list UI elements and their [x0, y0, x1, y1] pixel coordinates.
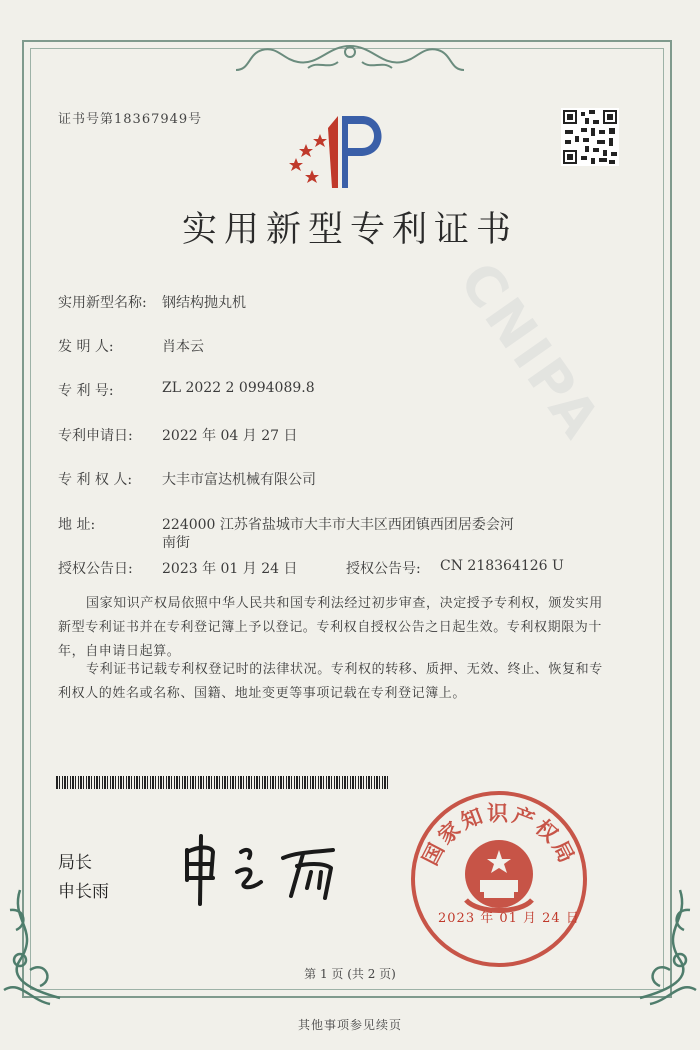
- watermark-text: CNIPA: [447, 250, 615, 453]
- footer-note: 其他事项参见续页: [297, 1018, 402, 1032]
- grant-number-label: 授权公告号:: [346, 561, 421, 577]
- bottom-right-ornament-icon: [610, 880, 700, 1010]
- address-value-line2: 南街: [162, 535, 190, 551]
- name-value: 钢结构抛丸机: [162, 295, 246, 311]
- director-title: 局长: [58, 853, 92, 873]
- address-label: 地 址:: [58, 517, 96, 533]
- inventor-value: 肖本云: [162, 339, 204, 355]
- cnipa-logo-icon: [282, 108, 402, 194]
- patent-number-value: ZL 2022 2 0994089.8: [162, 380, 315, 396]
- certificate-title: 实用新型专利证书: [181, 210, 518, 250]
- director-name: 申长雨: [58, 882, 109, 902]
- handwritten-signature-icon: [175, 828, 350, 908]
- filing-date-label: 专利申请日:: [58, 428, 133, 444]
- address-value-line1: 224000 江苏省盐城市大丰市大丰区西团镇西团居委会河: [162, 517, 514, 533]
- body-paragraph-1: 国家知识产权局依照中华人民共和国专利法经过初步审查，决定授予专利权，颁发实用 新型专利证书并在专利登记簿上予以登记。专利权自授权公告之日起生效。专利权期限为十 年，自申请日起算。: [58, 596, 603, 659]
- filing-date-value: 2022 年 04 月 27 日: [162, 428, 298, 444]
- qr-code-icon: [561, 108, 619, 166]
- seal-date: 2023 年 01 月 24 日: [438, 911, 580, 926]
- patentee-label: 专 利 权 人:: [58, 472, 133, 488]
- svg-text:国家知识产权局: 国家知识产权局: [417, 801, 581, 870]
- patentee-value: 大丰市富达机械有限公司: [162, 472, 316, 488]
- top-ornament-icon: [218, 40, 482, 76]
- body-paragraph-2: 专利证书记载专利权登记时的法律状况。专利权的转移、质押、无效、终止、恢复和专 利权人的姓名或名称、国籍、地址变更等事项记载在专利登记簿上。: [58, 662, 603, 701]
- certificate-number: 证书号第18367949号: [58, 112, 203, 127]
- patent-number-label: 专 利 号:: [58, 383, 114, 399]
- grant-date-label: 授权公告日:: [58, 561, 133, 577]
- name-label: 实用新型名称:: [58, 295, 147, 311]
- page-indicator: 第 1 页 (共 2 页): [304, 967, 396, 981]
- grant-date-value: 2023 年 01 月 24 日: [162, 561, 298, 577]
- inventor-label: 发 明 人:: [58, 339, 114, 355]
- official-seal-icon: [408, 788, 590, 970]
- grant-number-value: CN 218364126 U: [440, 558, 564, 574]
- barcode-icon: [56, 776, 390, 789]
